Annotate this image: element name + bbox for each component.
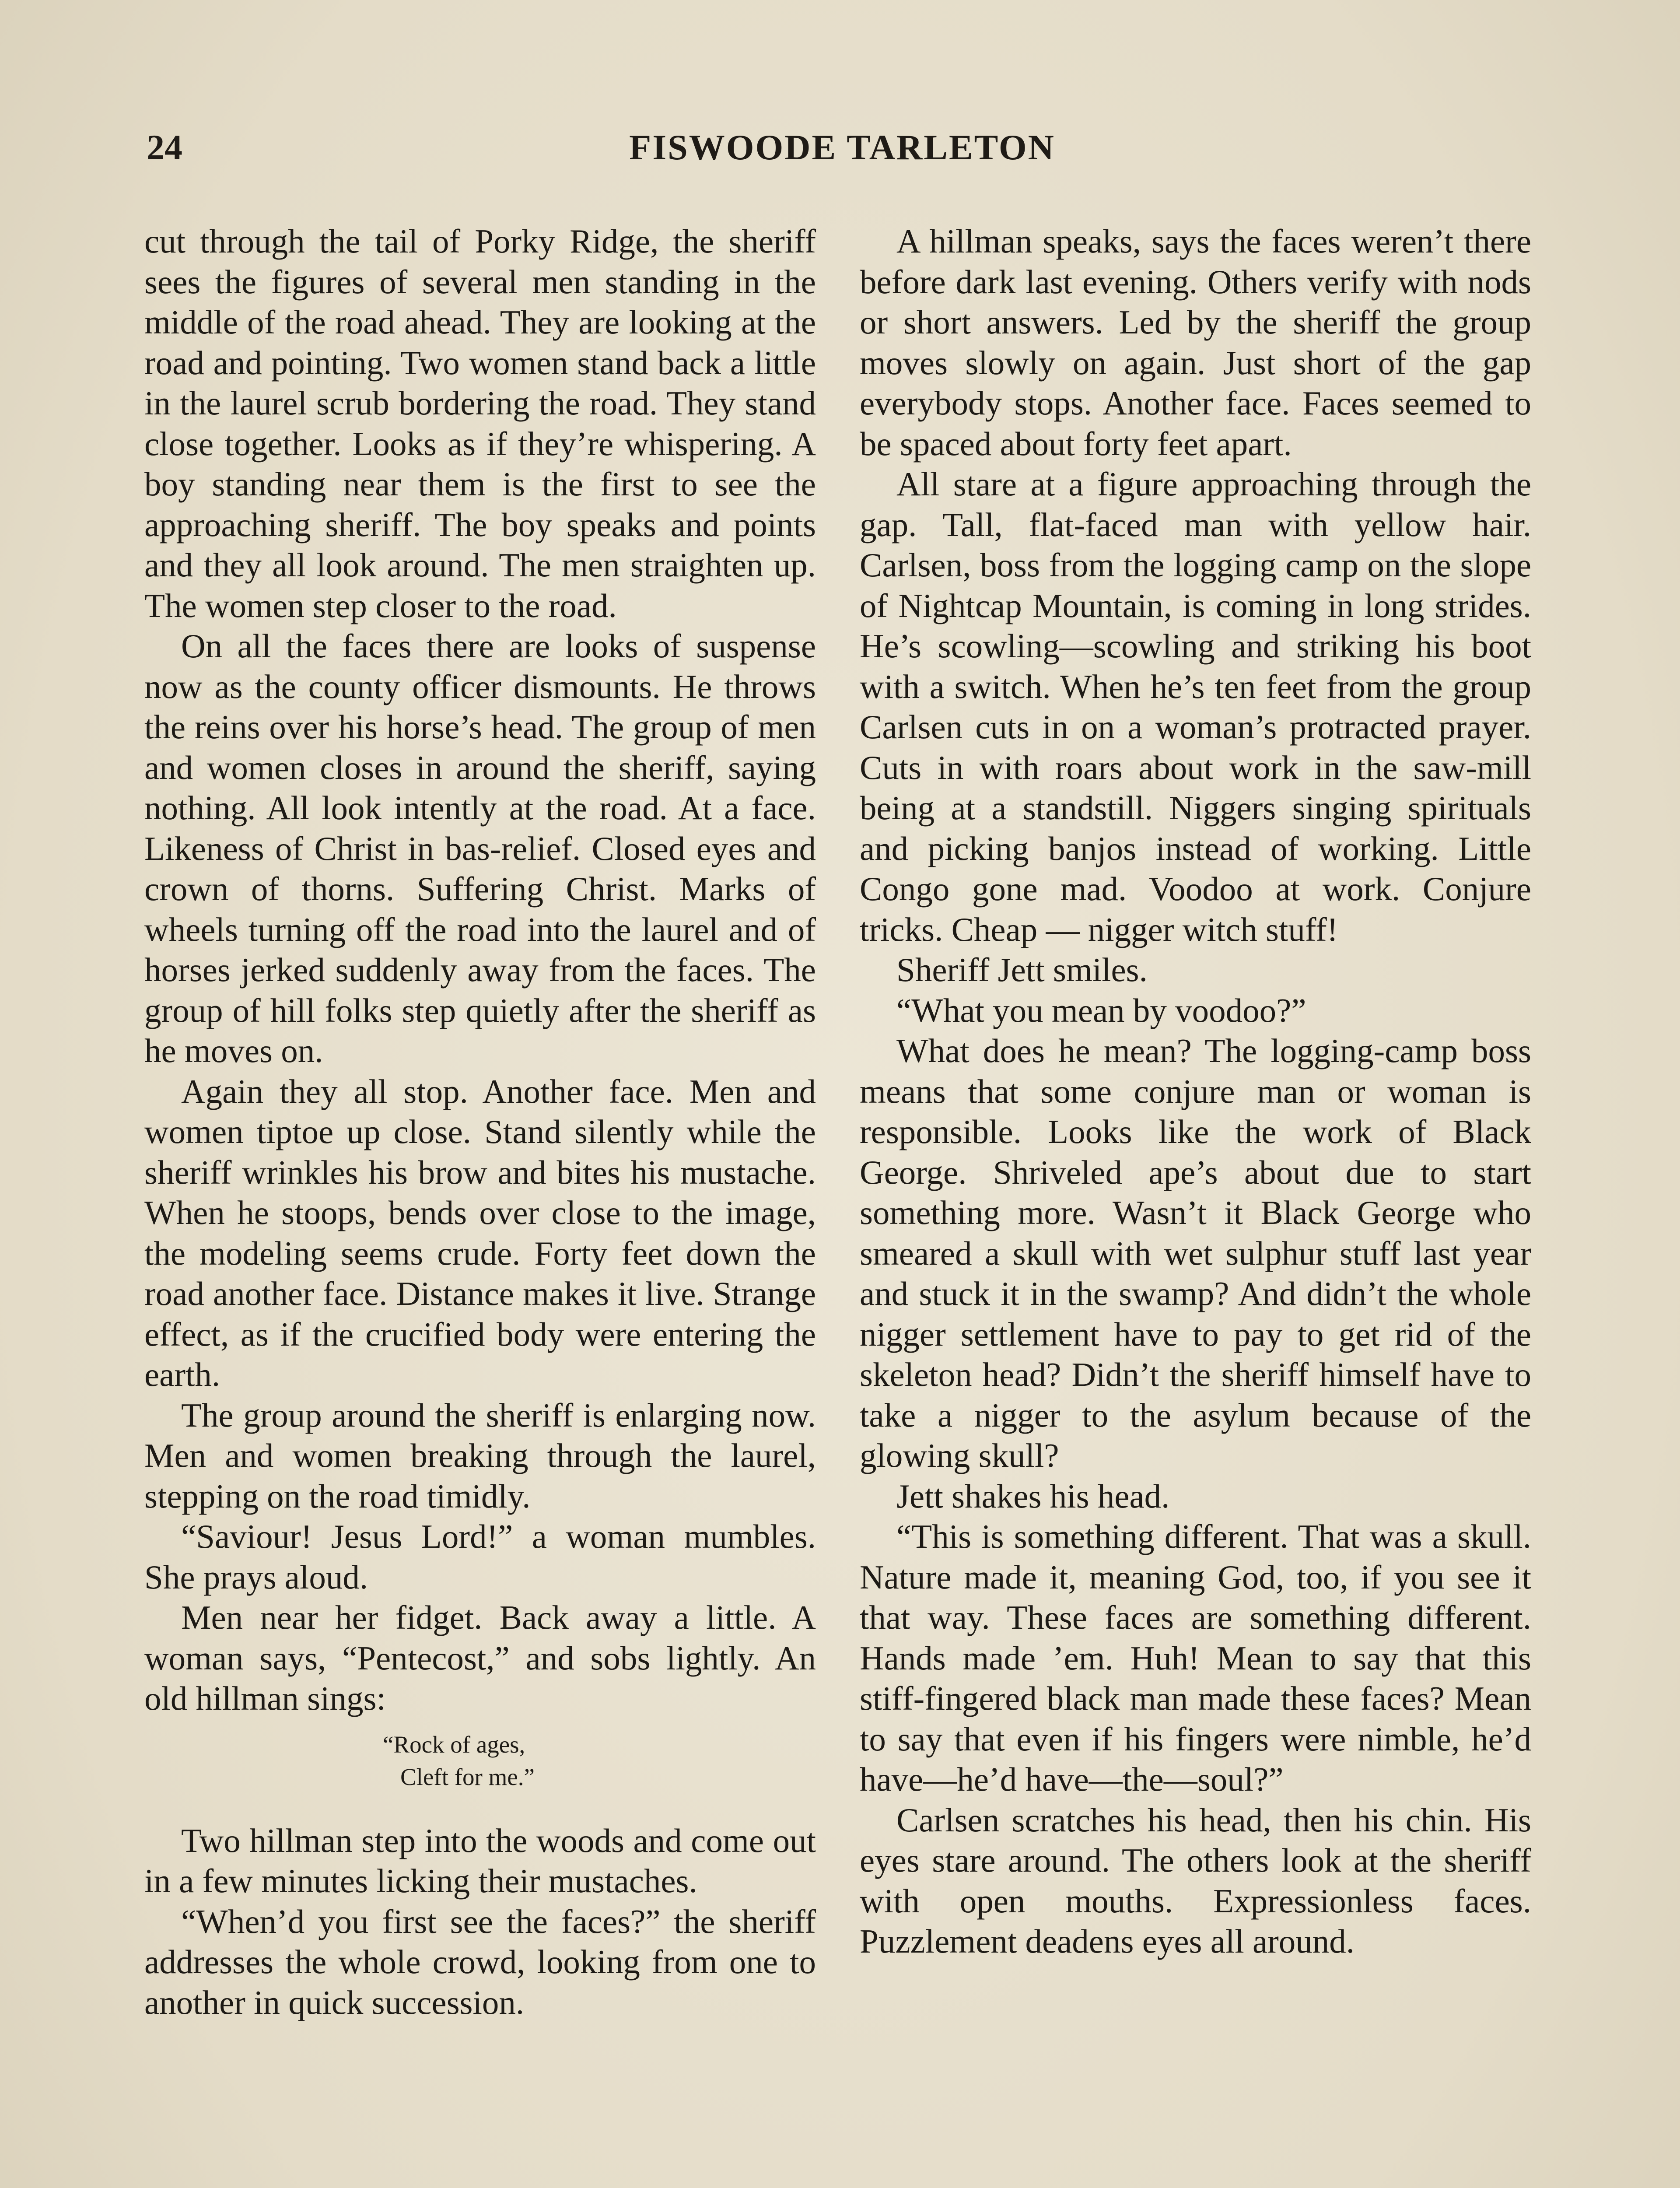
verse-line: Cleft for me.”	[400, 1763, 535, 1790]
paragraph: cut through the tail of Porky Ridge, the sheriff sees the figures of several men standing in the middle of the road ahead. They are looking at the road and pointing. Two women stand back a little in the laurel scrub bordering the road. They stand close together. Looks as if they’re whispering. A boy standing near them is the first to see the approaching sheriff. The boy speaks and points and they all look around. The men straighten up. The women step closer to the road.	[144, 222, 816, 624]
paragraph: The group around the sheriff is enlarging now. Men and women breaking through the laurel, stepping on the road timidly.	[144, 1396, 816, 1515]
hymn-verse	[144, 1729, 816, 1793]
paragraph: “When’d you first see the faces?” the sheriff addresses the whole crowd, looking from one to another in quick succession.	[144, 1902, 816, 2021]
paragraph: Two hillman step into the woods and come out in a few minutes licking their mustaches.	[144, 1821, 816, 1900]
paragraph: Jett shakes his head.	[896, 1477, 1170, 1515]
right-column	[860, 221, 1531, 1962]
running-head: FISWOODE TARLETON	[629, 127, 1055, 167]
paragraph: “Saviour! Jesus Lord!” a woman mumbles. She prays aloud.	[144, 1518, 816, 1596]
paragraph: Sheriff Jett smiles.	[896, 951, 1148, 989]
paragraph: Again they all stop. Another face. Men and women tiptoe up close. Stand silently while the sheriff wrinkles his brow and bites his mustache. When he stoops, bends over close to the image, the modeling seems crude. Forty feet down the road another face. Distance makes it live. Strange effect, as if the crucified body were entering the earth.	[144, 1072, 816, 1393]
paragraph: “This is something different. That was a skull. Nature made it, meaning God, too, if you see it that way. These faces are something different. Hands made ’em. Huh! Mean to say that this stiff-fingered black man made these faces? Mean to say that even if his fingers were nimble, he’d have—he’d have—the—soul?”	[860, 1518, 1531, 1798]
paragraph: Men near her fidget. Back away a little. A woman says, “Pentecost,” and sobs lightly. An old hillman sings:	[144, 1599, 816, 1717]
left-column	[144, 221, 816, 2023]
paragraph: A hillman speaks, says the faces weren’t there before dark last evening. Others verify with nods or short answers. Led by the sheriff the group moves slowly on again. Just short of the gap everybody stops. Another face. Faces seemed to be spaced about forty feet apart.	[860, 222, 1531, 463]
paragraph: Carlsen scratches his head, then his chin. His eyes stare around. The others look at the sheriff with open mouths. Expressionless faces. Puzzlement deadens eyes all around.	[860, 1801, 1531, 1960]
page-number: 24	[147, 127, 182, 167]
verse-line: “Rock of ages,	[383, 1731, 525, 1758]
page-header	[147, 127, 1538, 179]
paragraph: On all the faces there are looks of suspense now as the county officer dismounts. He throws the reins over his horse’s head. The group of men and women closes in around the sheriff, saying nothing. All look intently at the road. At a face. Likeness of Christ in bas-relief. Closed eyes and crown of thorns. Suffering Christ. Marks of wheels turning off the road into the laurel and of horses jerked suddenly away from the faces. The group of hill folks step quietly after the sheriff as he moves on.	[144, 627, 816, 1069]
paragraph: “What you mean by voodoo?”	[896, 991, 1306, 1029]
paragraph: All stare at a figure approaching through the gap. Tall, flat-faced man with yellow hair. Carlsen, boss from the logging camp on the slope of Nightcap Mountain, is coming in long strides. He’s scowling—scowling and striking his boot with a switch. When he’s ten feet from the group Carlsen cuts in on a woman’s protracted prayer. Cuts in with roars about work in the saw-mill being at a standstill. Niggers singing spirituals and picking banjos instead of working. Little Congo gone mad. Voodoo at work. Conjure tricks. Cheap — nigger witch stuff!	[860, 465, 1531, 948]
paragraph: What does he mean? The logging-camp boss means that some conjure man or woman is responsible. Looks like the work of Black George. Shriveled ape’s about due to start something more. Wasn’t it Black George who smeared a skull with wet sulphur stuff last year and stuck it in the swamp? And didn’t the whole nigger settlement have to pay to get rid of the skeleton head? Didn’t the sheriff himself have to take a nigger to the asylum because of the glowing skull?	[860, 1032, 1531, 1474]
